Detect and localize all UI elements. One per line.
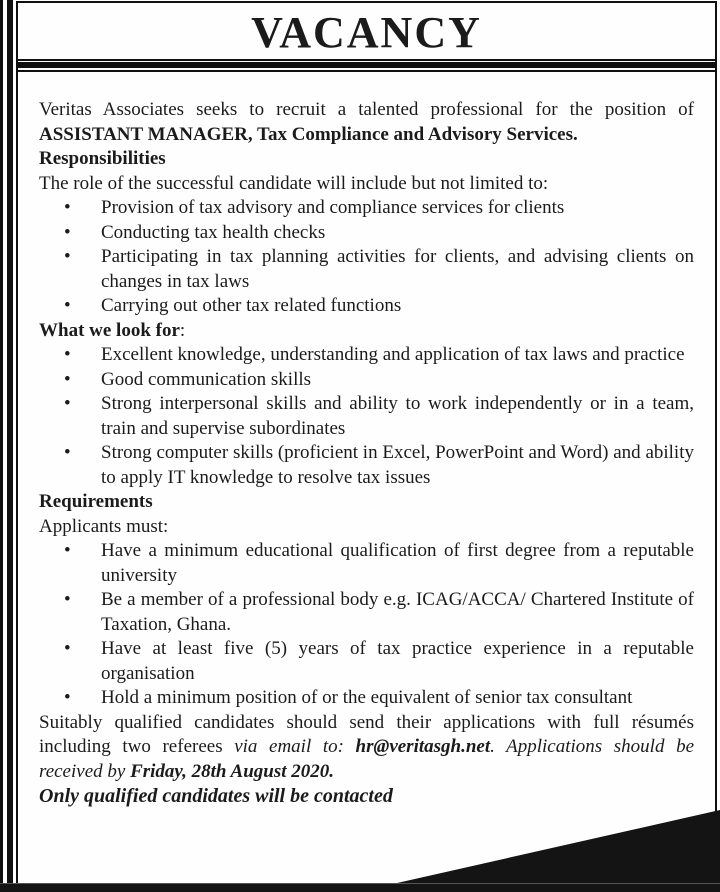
list-item xyxy=(39,441,694,490)
bullet-icon: • xyxy=(64,368,71,390)
list-item xyxy=(39,686,694,711)
position-title: ASSISTANT MANAGER, Tax Compliance and Advisory Services. xyxy=(39,123,578,145)
list-item-text: Have a minimum educational qualification of first degree from a reputable university xyxy=(101,540,694,586)
list-item xyxy=(39,294,694,319)
list-item xyxy=(39,221,694,246)
list-item-text: Excellent knowledge, understanding and application of tax laws and practice xyxy=(101,344,685,365)
list-item xyxy=(39,588,694,637)
requirements-list xyxy=(39,539,694,711)
list-item-text: Good communication skills xyxy=(101,368,312,390)
list-item xyxy=(39,343,694,368)
requirements-heading: Requirements xyxy=(39,491,153,512)
left-border-outer xyxy=(0,0,3,892)
list-item-text: Conducting tax health checks xyxy=(101,221,326,243)
list-item-text: Strong interpersonal skills and ability to work independently or in a team, train and supervise subordinates xyxy=(101,393,694,439)
list-item-text: Participating in tax planning activities for clients, and advising clients on changes in tax laws xyxy=(101,246,694,292)
list-item xyxy=(39,196,694,221)
list-item-text: Provision of tax advisory and compliance services for clients xyxy=(101,197,565,218)
list-item-text: Be a member of a professional body e.g. ICAG/ACCA/ Chartered Institute of Taxation, Ghana. xyxy=(101,589,694,635)
email-address: hr@veritasgh.net xyxy=(355,736,491,757)
list-item-text: Hold a minimum position of or the equivalent of senior tax consultant xyxy=(101,687,633,708)
intro-line: Veritas Associates seeks to recruit a talented professional for the position of xyxy=(39,99,694,120)
responsibilities-list xyxy=(39,196,694,319)
list-item xyxy=(39,368,694,393)
look-for-heading xyxy=(39,319,694,344)
bullet-icon: • xyxy=(64,393,71,414)
bullet-icon: • xyxy=(64,638,71,659)
left-border-inner xyxy=(7,0,13,892)
list-item-text: Have at least five (5) years of tax practice experience in a reputable organisation xyxy=(101,638,694,684)
list-item-text: Carrying out other tax related functions xyxy=(101,295,402,316)
look-for-heading-colon: : xyxy=(179,319,186,341)
bullet-icon: • xyxy=(64,540,71,561)
look-for-heading-text: What we look for xyxy=(39,319,180,341)
deadline-date: Friday, 28th August 2020. xyxy=(130,760,335,782)
bullet-icon: • xyxy=(64,687,71,708)
via-email-label: via email to: xyxy=(234,736,356,757)
application-text-after-email: . Applications should be received by xyxy=(39,736,694,782)
bullet-icon: • xyxy=(64,295,71,316)
requirements-lead: Applicants must: xyxy=(39,515,169,537)
header-box xyxy=(18,3,715,61)
application-text: Suitably qualified candidates should send their applications with full résumés including two referees xyxy=(39,711,694,757)
document-body xyxy=(18,72,715,809)
bullet-icon: • xyxy=(64,442,71,463)
look-for-list xyxy=(39,343,694,490)
list-item xyxy=(39,392,694,441)
footer-note: Only qualified candidates will be contacted xyxy=(39,785,393,807)
page-title: VACANCY xyxy=(251,7,482,57)
list-item-text: Strong computer skills (proficient in Excel, PowerPoint and Word) and ability to apply IT knowledge to resolve tax issues xyxy=(101,442,694,488)
responsibilities-lead: The role of the successful candidate will include but not limited to: xyxy=(39,172,549,194)
list-item xyxy=(39,637,694,686)
bullet-icon: • xyxy=(64,246,71,267)
bullet-icon: • xyxy=(64,589,71,610)
responsibilities-heading: Responsibilities xyxy=(39,148,166,169)
bullet-icon: • xyxy=(64,221,71,243)
header-rule-thick xyxy=(18,62,715,68)
bullet-icon: • xyxy=(64,197,71,218)
bullet-icon: • xyxy=(64,344,71,365)
application-paragraph xyxy=(39,711,694,785)
content-frame xyxy=(16,1,717,884)
list-item xyxy=(39,245,694,294)
bottom-border-bar xyxy=(0,883,720,892)
list-item xyxy=(39,539,694,588)
